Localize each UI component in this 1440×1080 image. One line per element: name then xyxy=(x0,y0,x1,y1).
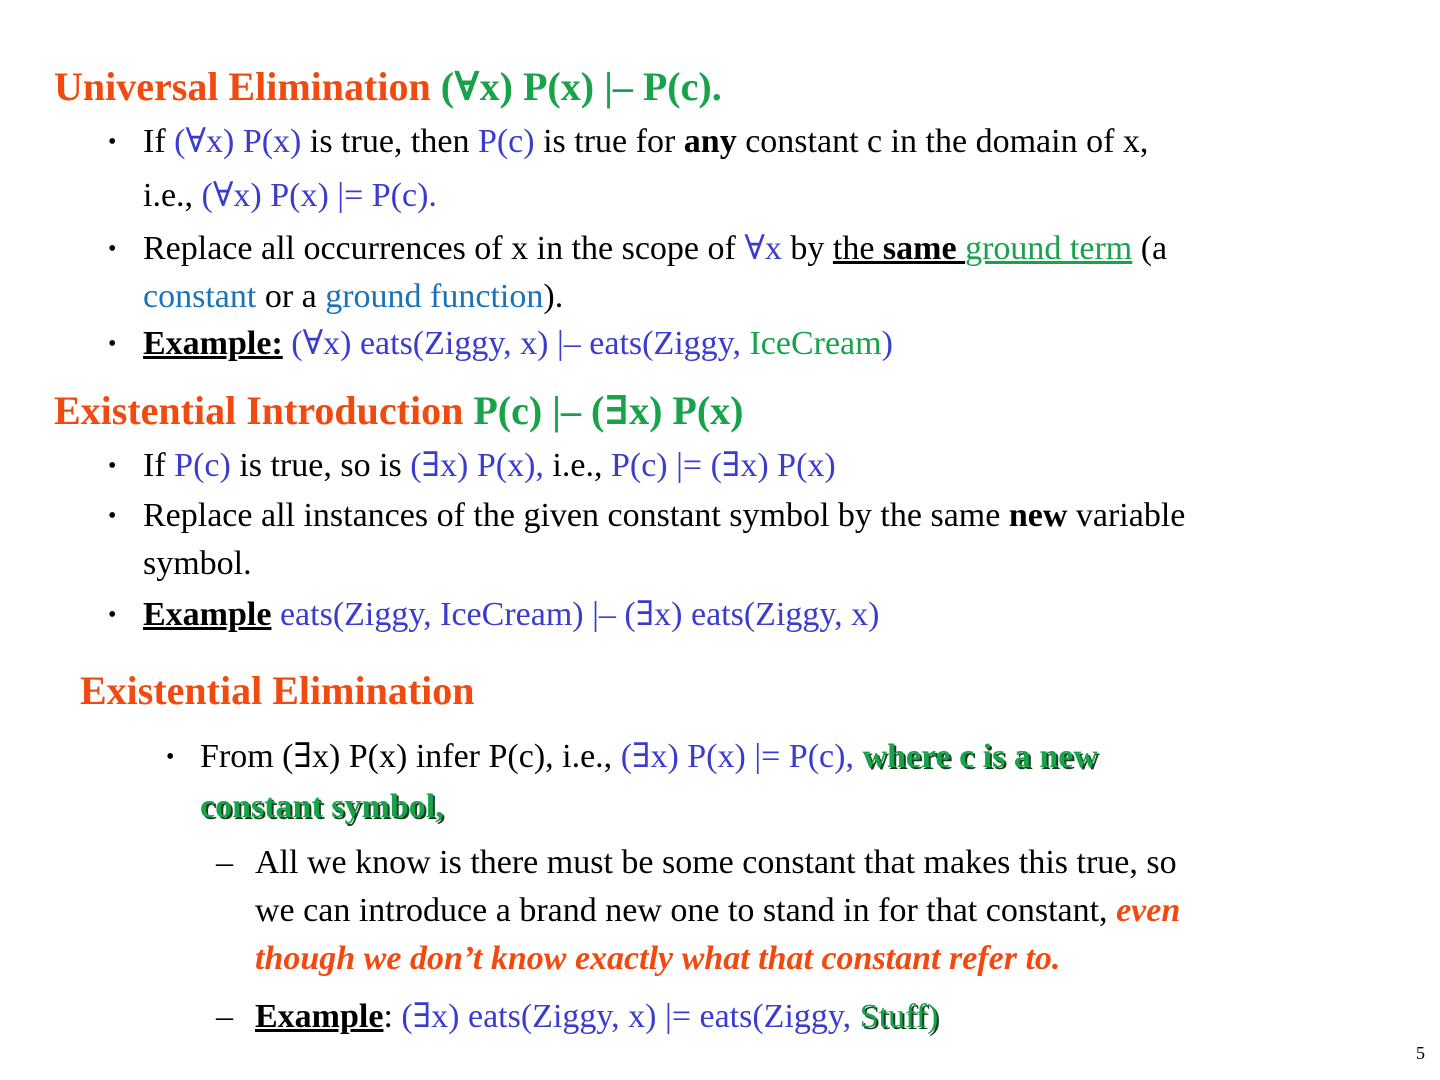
heading-formula: P(c) |– (∃x) P(x) xyxy=(473,388,744,433)
bullet-dot: • xyxy=(108,503,117,529)
heading-universal-elimination xyxy=(54,64,722,110)
bullet-text-continued: constant or a ground function). xyxy=(143,278,564,315)
heading-existential-introduction xyxy=(54,388,743,434)
bullet-dot: • xyxy=(108,453,117,479)
bullet-text: If P(c) is true, so is (∃x) P(x), i.e., P(c) |= (∃x) P(x) xyxy=(143,447,836,484)
sub-bullet-text-continued: we can introduce a brand new one to stand in for that constant, even xyxy=(255,892,1181,929)
bullet-text-continued: symbol. xyxy=(143,545,252,582)
bullet-dot: • xyxy=(108,236,117,262)
bullet-example: Example: (∀x) eats(Ziggy, x) |– eats(Ziggy, IceCream) xyxy=(143,325,893,362)
bullet-dot: • xyxy=(108,129,117,155)
heading-formula: (∀x) P(x) |– P(c). xyxy=(440,64,722,109)
bullet-text-continued: constant symbol, xyxy=(200,788,444,825)
dash-marker: – xyxy=(216,998,233,1035)
bullet-text: If (∀x) P(x) is true, then P(c) is true for any constant c in the domain of x, xyxy=(143,123,1149,160)
page-number: 5 xyxy=(1416,1043,1425,1063)
sub-bullet-text: All we know is there must be some constant that makes this true, so xyxy=(255,844,1177,881)
bullet-text: From (∃x) P(x) infer P(c), i.e., (∃x) P(x) |= P(c), where c is a new xyxy=(200,738,1098,775)
heading-title: Universal Elimination xyxy=(54,64,441,109)
bullet-text: Replace all instances of the given constant symbol by the same new variable xyxy=(143,497,1186,534)
bullet-text-continued: i.e., (∀x) P(x) |= P(c). xyxy=(143,177,437,214)
bullet-dot: • xyxy=(108,331,117,357)
heading-title: Existential Elimination xyxy=(80,668,475,713)
bullet-dot: • xyxy=(108,602,117,628)
sub-bullet-example: Example: (∃x) eats(Ziggy, x) |= eats(Ziggy, Stuff) xyxy=(255,998,939,1035)
bullet-dot: • xyxy=(166,744,175,770)
heading-existential-elimination xyxy=(80,668,475,714)
sub-bullet-text-continued: though we don’t know exactly what that constant refer to. xyxy=(255,940,1061,977)
bullet-text: Replace all occurrences of x in the scope of ∀x by the same ground term (a xyxy=(143,230,1168,267)
dash-marker: – xyxy=(216,844,233,881)
heading-title: Existential Introduction xyxy=(54,388,474,433)
bullet-example: Example eats(Ziggy, IceCream) |– (∃x) eats(Ziggy, x) xyxy=(143,596,880,633)
